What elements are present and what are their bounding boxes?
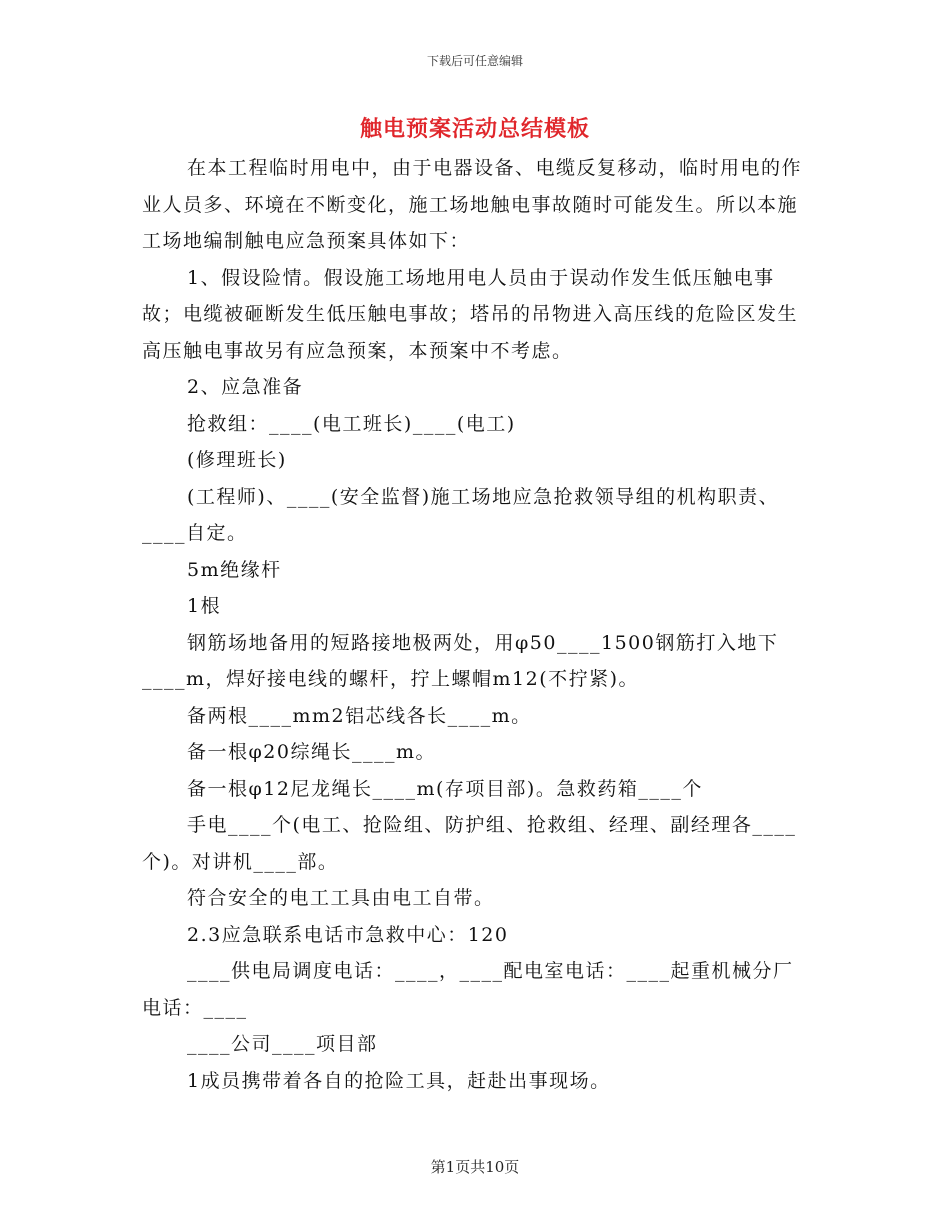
paragraph: ____供电局调度电话：____，____配电室电话：____起重机械分厂电话：____ [142, 960, 794, 1019]
paragraph: 抢救组：____(电工班长)____(电工) [187, 412, 516, 435]
paragraph: 1根 [187, 595, 222, 617]
page-header: 下载后可任意编辑 [426, 54, 523, 68]
paragraph: 备一根φ20综绳长____m。 [187, 741, 436, 763]
paragraph: 在本工程临时用电中，由于电器设备、电缆反复移动，临时用电的作业人员多、环境在不断变化，施工场地触电事故随时可能发生。所以本施工场地编制触电应急预案具体如下： [142, 157, 803, 252]
paragraph: 1成员携带着各自的抢险工具，赶赴出事现场。 [187, 1069, 611, 1092]
paragraph: 备两根____mm2铝芯线各长____m。 [187, 704, 532, 727]
paragraph: ____公司____项目部 [187, 1033, 378, 1055]
paragraph: 备一根φ12尼龙绳长____m(存项目部)。急救药箱____个 [187, 777, 703, 800]
paragraph: (修理班长) [187, 449, 287, 471]
paragraph: (工程师)、____(安全监督)施工场地应急抢救领导组的机构职责、____自定。 [142, 485, 780, 544]
paragraph: 符合安全的电工工具由电工自带。 [187, 887, 495, 909]
paragraph: 2.3应急联系电话市急救中心：120 [187, 923, 509, 946]
paragraph: 钢筋场地备用的短路接地极两处，用φ50____1500钢筋打入地下____m，焊好接电线的螺杆，拧上螺帽m12(不拧紧)。 [142, 631, 779, 690]
paragraph: 2、应急准备 [187, 376, 304, 398]
document-body [142, 150, 810, 1099]
paragraph: 手电____个(电工、抢险组、防护组、抢救组、经理、副经理各____个)。对讲机____部。 [142, 814, 797, 873]
document-title: 触电预案活动总结模板 [359, 117, 590, 142]
page-footer: 第1页共10页 [430, 1158, 520, 1176]
paragraph: 1、假设险情。假设施工场地用电人员由于误动作发生低压触电事故；电缆被砸断发生低压触电事故；塔吊的吊物进入高压线的危险区发生高压触电事故另有应急预案，本预案中不考虑。 [142, 266, 799, 362]
paragraph: 5m绝缘杆 [187, 558, 282, 581]
